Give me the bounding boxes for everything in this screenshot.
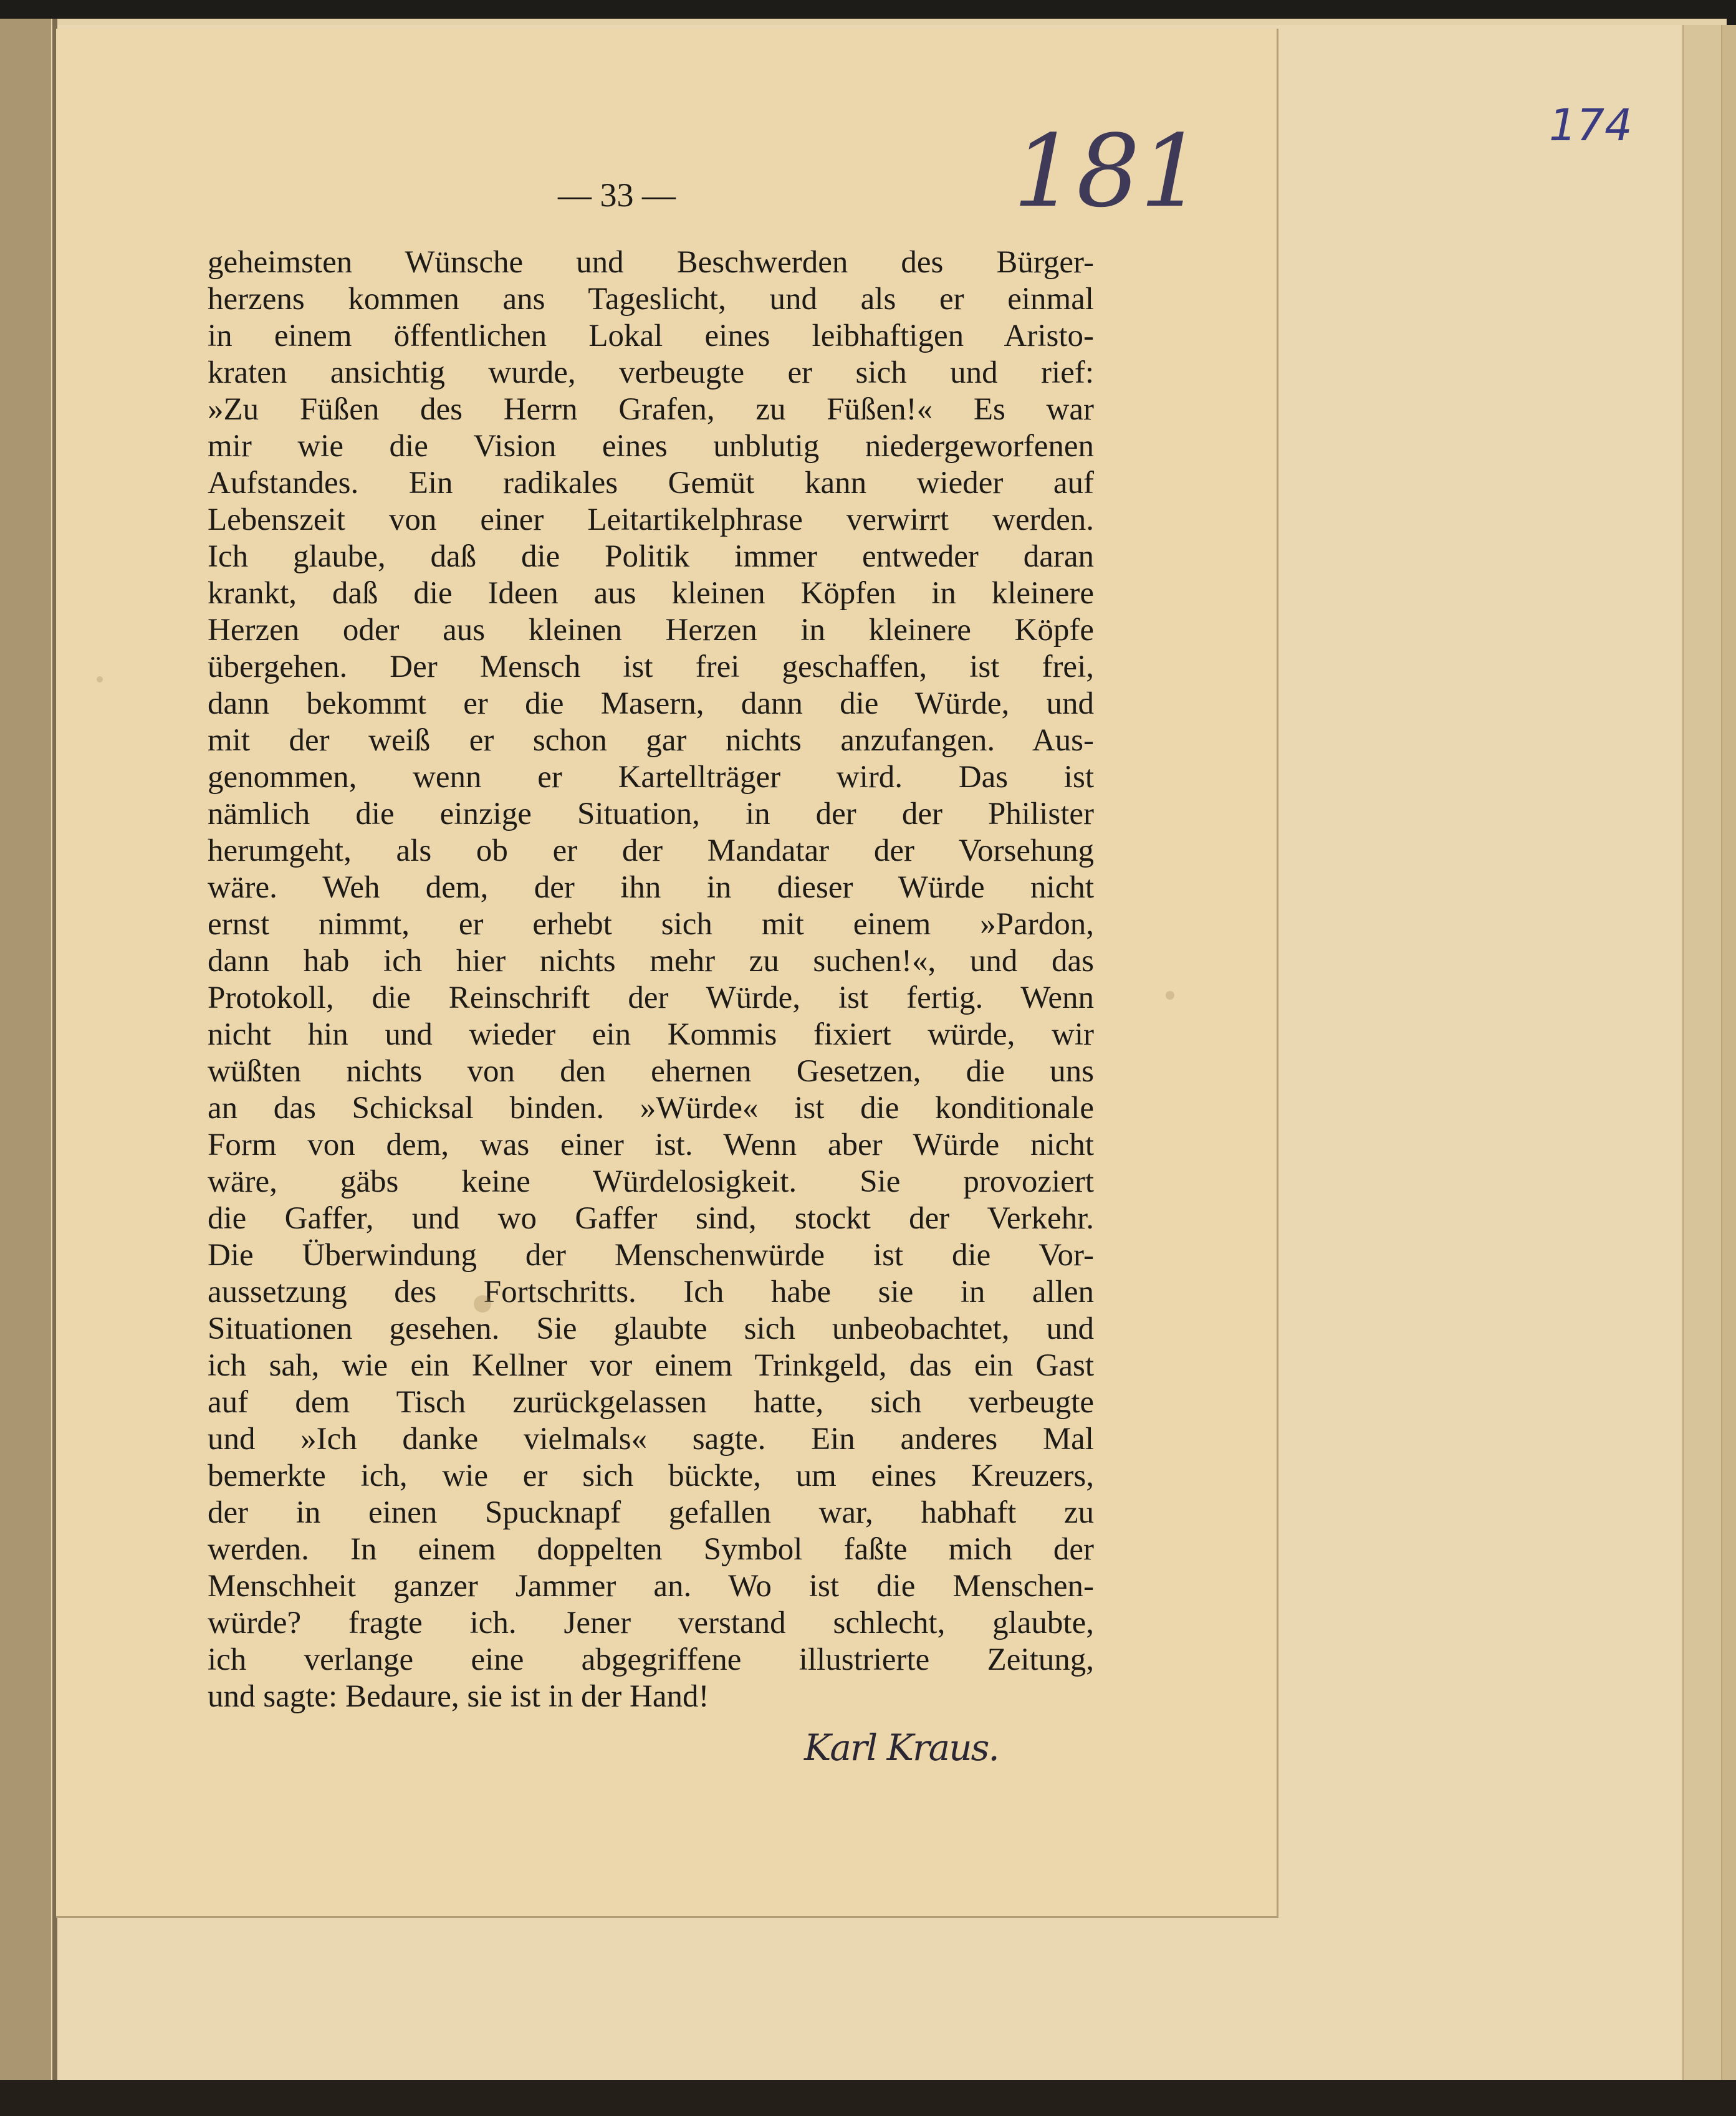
text-line: mit der weiß er schon gar nichts anzufangen. Aus- bbox=[208, 723, 1094, 758]
text-line: Ich glaube, daß die Politik immer entweder daran bbox=[208, 539, 1094, 574]
text-line: herzens kommen ans Tageslicht, und als er einmal bbox=[208, 282, 1094, 317]
text-line: und »Ich danke vielmals« sagte. Ein anderes Mal bbox=[208, 1422, 1094, 1457]
paper-stain bbox=[1166, 991, 1174, 1000]
text-line: übergehen. Der Mensch ist frei geschaffen, ist frei, bbox=[208, 649, 1094, 684]
text-line: ich verlange eine abgegriffene illustrierte Zeitung, bbox=[208, 1642, 1094, 1677]
text-line: würde? fragte ich. Jener verstand schlecht, glaubte, bbox=[208, 1606, 1094, 1640]
signature: Karl Kraus. bbox=[804, 1726, 999, 1769]
text-line: wäre, gäbs keine Würdelosigkeit. Sie provoziert bbox=[208, 1164, 1094, 1199]
text-line: ernst nimmt, er erhebt sich mit einem »Pardon, bbox=[208, 907, 1094, 942]
article-body bbox=[208, 244, 1094, 1715]
text-line: Die Überwindung der Menschenwürde ist die Vor- bbox=[208, 1238, 1094, 1273]
text-line: Aufstandes. Ein radikales Gemüt kann wieder auf bbox=[208, 466, 1094, 500]
text-line: wäre. Weh dem, der ihn in dieser Würde nicht bbox=[208, 870, 1094, 905]
clipping-number: 181 bbox=[1013, 113, 1204, 229]
paper-stain bbox=[474, 1295, 491, 1313]
text-line: und sagte: Bedaure, sie ist in der Hand! bbox=[208, 1679, 709, 1714]
text-line: Protokoll, die Reinschrift der Würde, ist fertig. Wenn bbox=[208, 980, 1094, 1015]
text-line: kraten ansichtig wurde, verbeugte er sich und rief: bbox=[208, 355, 1094, 390]
text-line: geheimsten Wünsche und Beschwerden des Bürger- bbox=[208, 245, 1094, 280]
text-line: herumgeht, als ob er der Mandatar der Vorsehung bbox=[208, 833, 1094, 868]
page-edges-outer bbox=[1721, 25, 1736, 2094]
text-line: mir wie die Vision eines unblutig niedergeworfenen bbox=[208, 429, 1094, 464]
text-line: dann hab ich hier nichts mehr zu suchen!«, und das bbox=[208, 944, 1094, 979]
binding-strip bbox=[0, 19, 51, 2116]
text-line: auf dem Tisch zurückgelassen hatte, sich verbeugte bbox=[208, 1385, 1094, 1420]
text-line: Situationen gesehen. Sie glaubte sich unbeobachtet, und bbox=[208, 1311, 1094, 1346]
scan-bottom-border bbox=[0, 2080, 1736, 2116]
text-line: aussetzung des Fortschritts. Ich habe sie in allen bbox=[208, 1275, 1094, 1309]
text-line: krankt, daß die Ideen aus kleinen Köpfen in kleinere bbox=[208, 576, 1094, 611]
text-line: genommen, wenn er Kartellträger wird. Das ist bbox=[208, 760, 1094, 795]
text-line: ich sah, wie ein Kellner vor einem Trinkgeld, das ein Gast bbox=[208, 1348, 1094, 1383]
text-line: »Zu Füßen des Herrn Grafen, zu Füßen!« Es war bbox=[208, 392, 1094, 427]
text-line: bemerkte ich, wie er sich bückte, um eines Kreuzers, bbox=[208, 1458, 1094, 1493]
text-line: nicht hin und wieder ein Kommis fixiert würde, wir bbox=[208, 1017, 1094, 1052]
paper-stain bbox=[97, 676, 103, 682]
text-line: dann bekommt er die Masern, dann die Würde, und bbox=[208, 686, 1094, 721]
page-number: — 33 — bbox=[558, 176, 676, 214]
text-line: die Gaffer, und wo Gaffer sind, stockt der Verkehr. bbox=[208, 1201, 1094, 1236]
text-line: Menschheit ganzer Jammer an. Wo ist die Menschen- bbox=[208, 1569, 1094, 1604]
text-line: der in einen Spucknapf gefallen war, habhaft zu bbox=[208, 1495, 1094, 1530]
text-line: wüßten nichts von den ehernen Gesetzen, die uns bbox=[208, 1054, 1094, 1089]
archive-number: 174 bbox=[1549, 100, 1633, 151]
text-line: nämlich die einzige Situation, in der der Philister bbox=[208, 797, 1094, 831]
text-line: an das Schicksal binden. »Würde« ist die konditionale bbox=[208, 1091, 1094, 1126]
text-line: werden. In einem doppelten Symbol faßte mich der bbox=[208, 1532, 1094, 1567]
text-line: Herzen oder aus kleinen Herzen in kleinere Köpfe bbox=[208, 613, 1094, 648]
text-line: in einem öffentlichen Lokal eines leibhaftigen Aristo- bbox=[208, 318, 1094, 353]
text-line: Form von dem, was einer ist. Wenn aber Würde nicht bbox=[208, 1127, 1094, 1162]
text-line: Lebenszeit von einer Leitartikelphrase verwirrt werden. bbox=[208, 502, 1094, 537]
